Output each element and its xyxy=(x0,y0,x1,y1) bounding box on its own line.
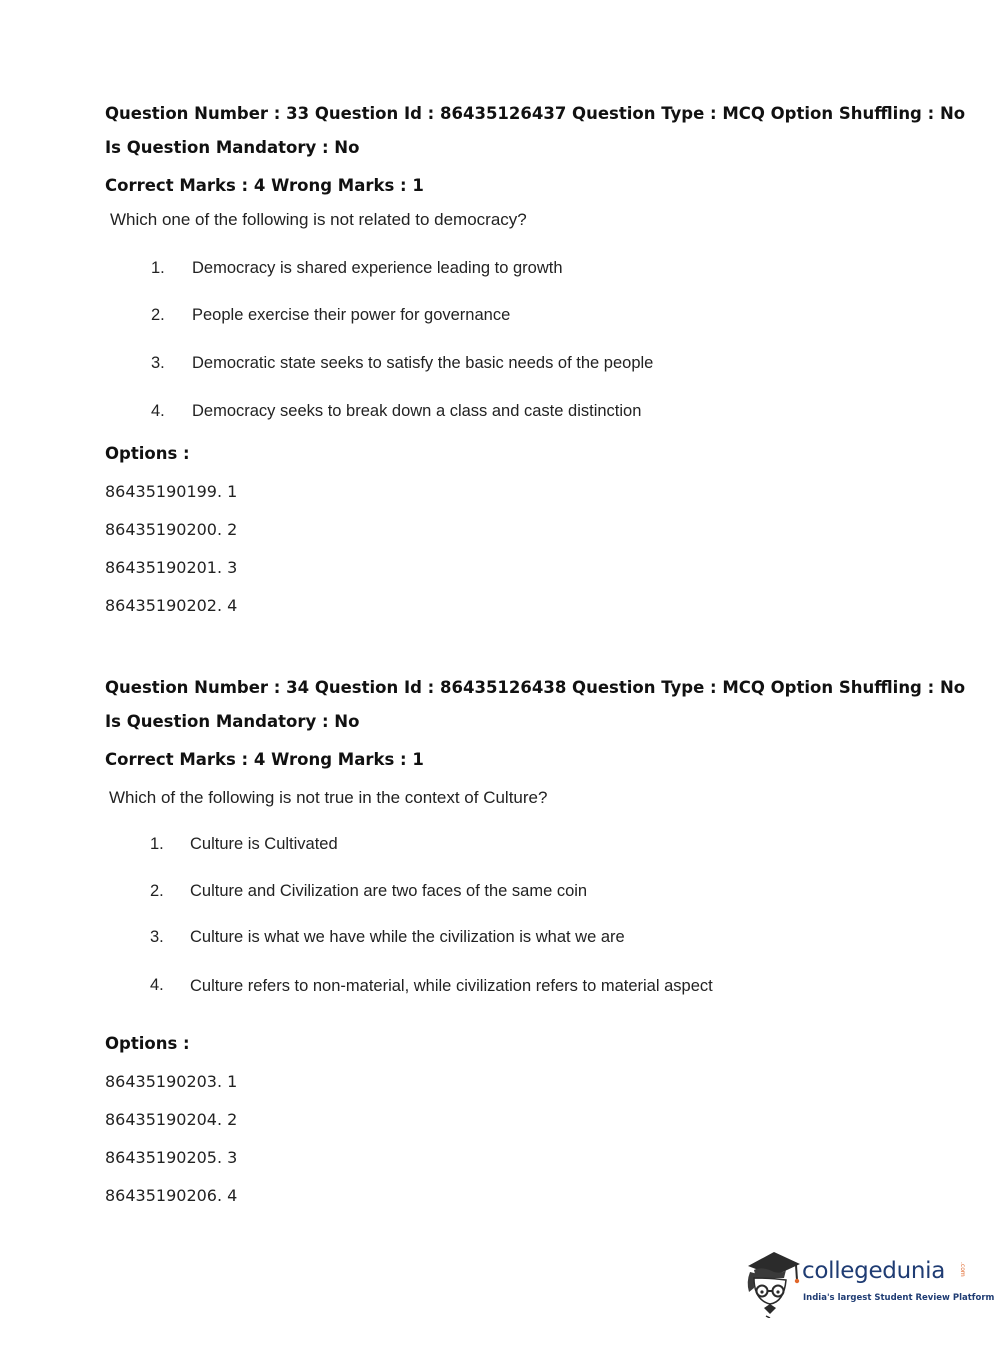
statement-number: 2. xyxy=(150,882,164,900)
question-marks-line: Correct Marks : 4 Wrong Marks : 1 xyxy=(105,750,424,769)
options-label: Options : xyxy=(105,444,190,463)
logo-suffix: .com xyxy=(959,1262,966,1277)
option-item: 86435190202. 4 xyxy=(105,596,238,615)
logo-wordmark: collegedunia xyxy=(802,1258,946,1284)
statement-text: Democratic state seeks to satisfy the basic needs of the people xyxy=(192,354,654,372)
statement-number: 4. xyxy=(151,402,165,420)
statement-number: 4. xyxy=(150,976,164,994)
question-meta-line: Question Number : 34 Question Id : 86435126438 Question Type : MCQ Option Shuffling : No xyxy=(105,678,966,697)
collegedunia-logo xyxy=(740,1248,995,1318)
option-item: 86435190205. 3 xyxy=(105,1148,238,1167)
question-mandatory-line: Is Question Mandatory : No xyxy=(105,138,360,157)
statement-number: 3. xyxy=(151,354,165,372)
statement-text: Culture refers to non-material, while civilization refers to material aspect xyxy=(190,977,713,995)
question-text: Which one of the following is not related to democracy? xyxy=(110,210,527,229)
option-item: 86435190201. 3 xyxy=(105,558,238,577)
statement-text: Culture is what we have while the civilization is what we are xyxy=(190,928,625,946)
statement-text: People exercise their power for governance xyxy=(192,306,511,324)
question-meta-line: Question Number : 33 Question Id : 86435126437 Question Type : MCQ Option Shuffling : No xyxy=(105,104,966,123)
option-item: 86435190204. 2 xyxy=(105,1110,238,1129)
mascot-icon xyxy=(740,1248,802,1318)
option-item: 86435190203. 1 xyxy=(105,1072,238,1091)
question-text: Which of the following is not true in the context of Culture? xyxy=(109,788,548,807)
options-label: Options : xyxy=(105,1034,190,1053)
statement-number: 2. xyxy=(151,306,165,324)
logo-tagline: India's largest Student Review Platform xyxy=(803,1293,995,1303)
statement-text: Democracy is shared experience leading to growth xyxy=(192,259,563,277)
option-item: 86435190199. 1 xyxy=(105,482,238,501)
statement-number: 3. xyxy=(150,928,164,946)
statement-number: 1. xyxy=(150,835,164,853)
question-mandatory-line: Is Question Mandatory : No xyxy=(105,712,360,731)
option-item: 86435190200. 2 xyxy=(105,520,238,539)
statement-text: Democracy seeks to break down a class and caste distinction xyxy=(192,402,642,420)
question-marks-line: Correct Marks : 4 Wrong Marks : 1 xyxy=(105,176,424,195)
option-item: 86435190206. 4 xyxy=(105,1186,238,1205)
statement-number: 1. xyxy=(151,259,165,277)
statement-text: Culture and Civilization are two faces of the same coin xyxy=(190,882,588,900)
statement-text: Culture is Cultivated xyxy=(190,835,338,853)
